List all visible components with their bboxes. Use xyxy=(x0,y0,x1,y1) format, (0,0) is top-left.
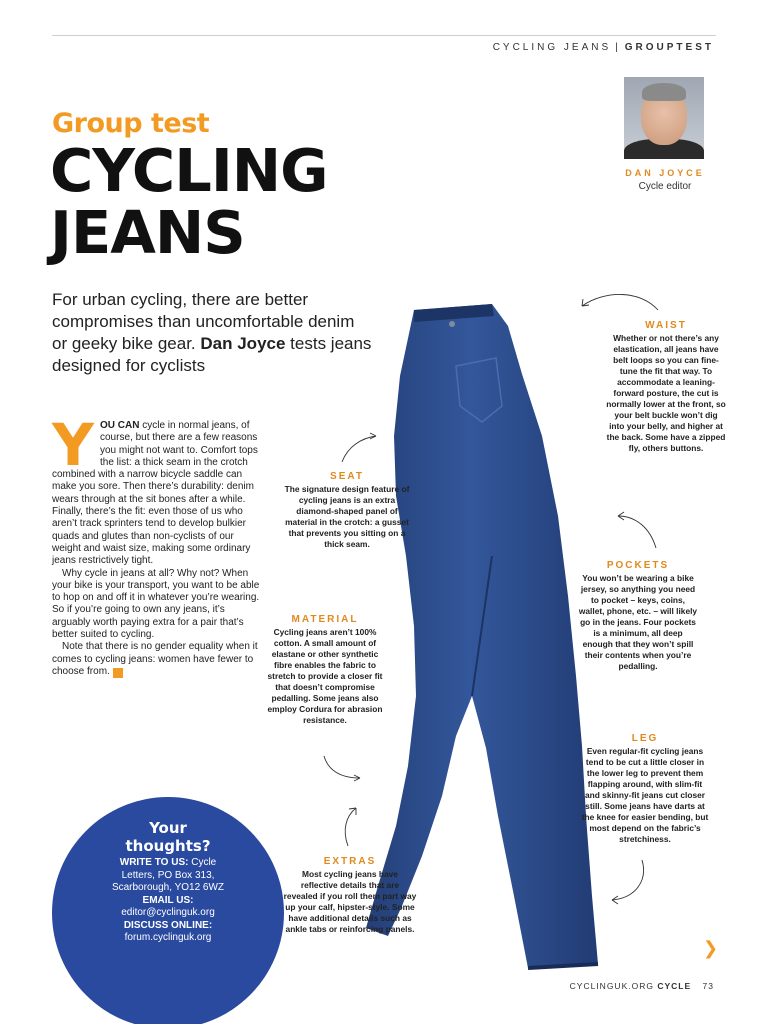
standfirst-text: For urban cycling, there are better compromises than uncomfortable denim or geeky bike gear. xyxy=(52,290,355,353)
email-label: EMAIL US: xyxy=(142,894,194,906)
page-footer xyxy=(570,981,714,991)
footer-site: CYCLINGUK.ORG xyxy=(569,981,654,991)
callout-seat xyxy=(281,471,413,550)
callout-leg-text: Even regular-fit cycling jeans tend to be cut a little closer in the lower leg to prevent them flapping around, with slim-fit and skinny-fit jeans cut closer still. Some jeans have darts at the knee for easier bending, but most depend on the fabric’s stretchiness. xyxy=(581,746,709,844)
callout-extras-head: EXTRAS xyxy=(323,856,377,867)
callout-extras xyxy=(283,856,417,935)
author-name: DAN JOYCE xyxy=(625,168,705,178)
discuss-label: DISCUSS ONLINE: xyxy=(123,919,213,931)
kicker: Group test xyxy=(52,108,210,139)
title-line-2: JEANS xyxy=(50,198,245,267)
callout-leg-head: LEG xyxy=(631,733,659,744)
write-label: WRITE TO US: xyxy=(119,857,189,868)
callout-waist-head: WAIST xyxy=(645,320,687,331)
top-rule xyxy=(52,35,716,36)
paragraph-3-text: Note that there is no gender equality when it comes to cycling jeans: women have fewer to choose from. xyxy=(52,641,258,677)
callout-seat-head: SEAT xyxy=(330,471,364,482)
paragraph-2: Why cycle in jeans at all? Why not? When your bike is your transport, you want to be able to hop on and off it in whatever you’re wearing. So if you’re going to own any jeans, it’s arguably worth paying extra for a pair that’s better suited to cycling. xyxy=(52,567,260,641)
paragraph-3 xyxy=(52,641,264,678)
callout-material-head: MATERIAL xyxy=(291,614,359,625)
author-photo xyxy=(624,77,704,159)
callout-pockets-head: POCKETS xyxy=(606,560,670,571)
callout-pockets-text: You won’t be wearing a bike jersey, so anything you need to pocket – keys, coins, wallet, phone, etc. – will likely go in the jeans. Four pockets is a minimum, all deep enough that they won’t spill their contents when you’re pedalling. xyxy=(578,573,698,671)
header-label: GROUPTEST xyxy=(624,42,714,53)
title-line-1: CYCLING xyxy=(50,136,328,205)
standfirst-tail: tests jeans designed for cyclists xyxy=(52,334,372,375)
thoughts-body xyxy=(72,857,264,945)
email-link[interactable]: editor@cyclinguk.org xyxy=(121,907,215,918)
forum-link[interactable]: forum.cyclinguk.org xyxy=(124,932,212,943)
standfirst-author: Dan Joyce xyxy=(200,334,286,353)
end-mark-icon: C xyxy=(113,668,123,678)
lead-in: OU CAN xyxy=(100,420,140,431)
thoughts-title-line-1: Your xyxy=(149,819,187,837)
paragraph-1-text: cycle in normal jeans, of course, but there are a few reasons you might not want to. Comfort tops the list: a thick seam in the crotch combined with a narrow bicycle saddle can make you sore. Then there’s durability: denim wears through at the sit bones after a while. Finally, there’s the fit: even those of us who aren’t track sprinters tend to develop bulkier quads and glutes than non-cyclists of our weight and waist size, making some ordinary jeans restrictively tight. xyxy=(52,420,258,567)
header-section: CYCLING JEANS xyxy=(492,42,612,53)
callout-material xyxy=(266,614,384,726)
page-number: 73 xyxy=(702,981,714,991)
article-body xyxy=(52,411,264,678)
paragraph-1 xyxy=(52,411,264,568)
chevron-right-icon[interactable]: ❯ xyxy=(703,938,719,959)
author-role: Cycle editor xyxy=(638,181,692,192)
header-separator: | xyxy=(615,42,621,53)
callout-extras-text: Most cycling jeans have reflective details that are revealed if you roll them part way up your calf, hipster-style. Some have additional details such as ankle tabs or reinforcing panels. xyxy=(283,869,417,934)
write-line-2: Letters, PO Box 313, xyxy=(121,869,215,881)
footer-mag: CYCLE xyxy=(657,981,692,991)
page-title xyxy=(50,136,410,267)
write-line-3: Scarborough, YO12 6WZ xyxy=(111,882,225,893)
write-line-1: Cycle xyxy=(191,857,217,868)
running-header xyxy=(493,42,714,53)
callout-material-text: Cycling jeans aren’t 100% cotton. A small amount of elastane or other synthetic fibre enables the fabric to stretch to provide a closer fit that doesn’t compromise pedalling. Some jeans also employ Cordura for abrasion resistance. xyxy=(267,627,383,725)
dropcap: Y xyxy=(52,411,94,479)
thoughts-title-line-2: thoughts? xyxy=(125,837,211,855)
callout-waist xyxy=(606,320,726,454)
callout-seat-text: The signature design feature of cycling jeans is an extra diamond-shaped panel of material in the crotch: a gusset that prevents you sitting on a thick seam. xyxy=(284,484,410,549)
callout-pockets xyxy=(578,560,698,672)
callout-leg xyxy=(580,733,710,845)
callout-waist-text: Whether or not there’s any elastication, all jeans have belt loops so you can fine-tune the fit that way. To accommodate a leaning-forward posture, the cut is normally lower at the front, so your belt buckle won’t dig into your belly, and higher at the back. Some have a zipped fly, others buttons. xyxy=(606,333,726,453)
